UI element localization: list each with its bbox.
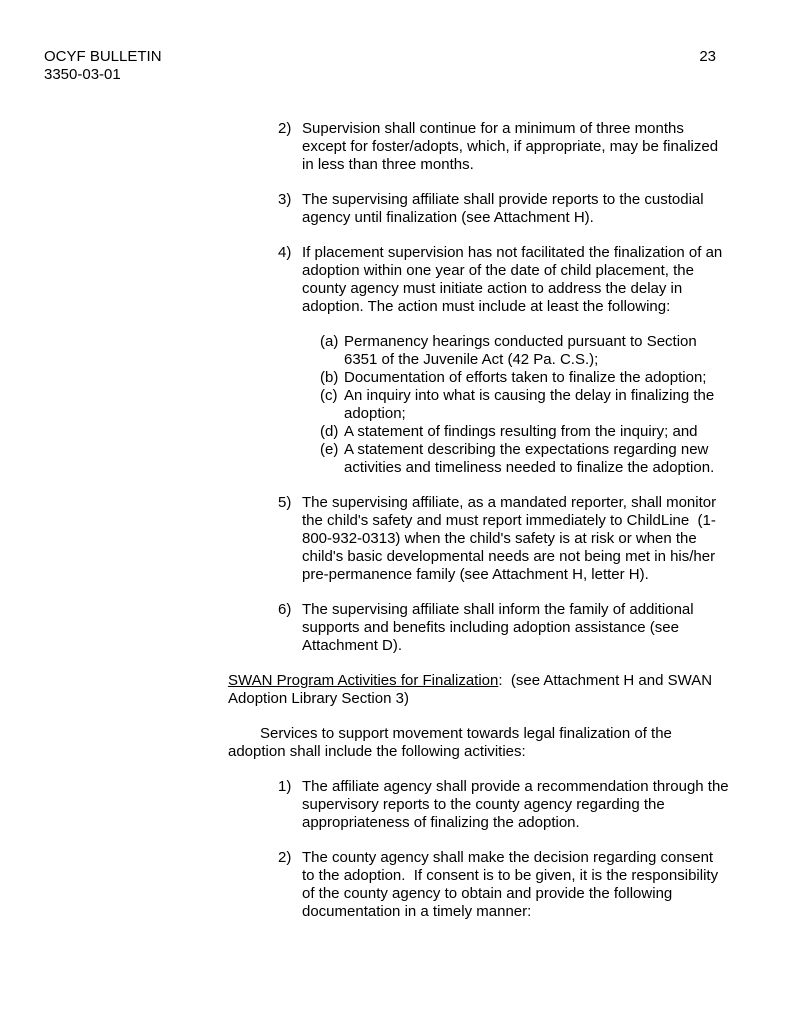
list-item-text bbox=[302, 849, 718, 921]
list-item-text bbox=[344, 387, 714, 423]
list-item-text bbox=[302, 191, 704, 227]
text-line: Services to support movement towards legal finalization of the bbox=[260, 725, 672, 742]
list-item-marker: (e) bbox=[320, 441, 339, 458]
text-line: to the adoption. If consent is to be given, it is the responsibility bbox=[302, 867, 719, 884]
text-line: child's basic developmental needs are not being met in his/her bbox=[302, 548, 716, 565]
list-item-text bbox=[302, 120, 718, 174]
text-line: activities and timeliness needed to finalize the adoption. bbox=[344, 459, 715, 476]
text-line: adoption shall include the following activities: bbox=[228, 743, 526, 760]
text-line: adoption. The action must include at least the following: bbox=[302, 298, 671, 315]
list-item-numbered bbox=[278, 778, 791, 832]
list-item-marker: 5) bbox=[278, 494, 292, 511]
lettered-sublist bbox=[320, 333, 791, 477]
list-item-text bbox=[302, 494, 716, 584]
page-header bbox=[44, 48, 716, 84]
text-line: A statement describing the expectations regarding new bbox=[344, 441, 709, 458]
heading-trailing-text: : (see Attachment H and SWAN bbox=[498, 672, 713, 689]
list-item-text bbox=[344, 441, 714, 477]
list-item-lettered bbox=[320, 369, 791, 387]
list-item-text bbox=[344, 369, 706, 387]
document-body bbox=[0, 120, 791, 938]
list-item-numbered bbox=[278, 601, 791, 655]
bulletin-number: 3350-03-01 bbox=[44, 66, 121, 83]
text-line: If placement supervision has not facilitated the finalization of an bbox=[302, 244, 723, 261]
text-line: Attachment D). bbox=[302, 637, 403, 654]
list-item-marker: (d) bbox=[320, 423, 339, 440]
list-item-marker: 2) bbox=[278, 120, 292, 137]
list-item-marker: 2) bbox=[278, 849, 292, 866]
list-item-numbered bbox=[278, 849, 791, 921]
list-item-marker: (c) bbox=[320, 387, 338, 404]
text-line: Permanency hearings conducted pursuant to Section bbox=[344, 333, 697, 350]
page-number: 23 bbox=[699, 48, 716, 65]
text-line: in less than three months. bbox=[302, 156, 474, 173]
text-line: Documentation of efforts taken to finalize the adoption; bbox=[344, 369, 707, 386]
text-line: 6351 of the Juvenile Act (42 Pa. C.S.); bbox=[344, 351, 599, 368]
list-item-text bbox=[302, 778, 729, 832]
list-item-marker: 1) bbox=[278, 778, 292, 795]
list-item-marker: (a) bbox=[320, 333, 339, 350]
text-line: The supervising affiliate, as a mandated reporter, shall monitor bbox=[302, 494, 717, 511]
list-item-numbered bbox=[278, 191, 791, 227]
list-item-text bbox=[344, 333, 697, 369]
list-item-numbered bbox=[278, 120, 791, 174]
text-line: The county agency shall make the decision regarding consent bbox=[302, 849, 714, 866]
text-line: Supervision shall continue for a minimum of three months bbox=[302, 120, 684, 137]
paragraph bbox=[228, 725, 778, 761]
text-line: The supervising affiliate shall provide reports to the custodial bbox=[302, 191, 704, 208]
text-line: of the county agency to obtain and provide the following bbox=[302, 885, 673, 902]
bulletin-title: OCYF BULLETIN bbox=[44, 48, 162, 65]
text-line: agency until finalization (see Attachment H). bbox=[302, 209, 594, 226]
text-line: county agency must initiate action to address the delay in bbox=[302, 280, 683, 297]
list-item-marker: 6) bbox=[278, 601, 292, 618]
text-line: supervisory reports to the county agency regarding the bbox=[302, 796, 665, 813]
list-item-numbered bbox=[278, 494, 791, 584]
text-line: The supervising affiliate shall inform the family of additional bbox=[302, 601, 694, 618]
text-line: 800-932-0313) when the child's safety is at risk or when the bbox=[302, 530, 697, 547]
text-line: adoption; bbox=[344, 405, 406, 422]
text-line: documentation in a timely manner: bbox=[302, 903, 532, 920]
list-item-lettered bbox=[320, 387, 791, 423]
bulletin-identifier bbox=[44, 48, 162, 84]
list-item-marker: 4) bbox=[278, 244, 292, 261]
text-line: An inquiry into what is causing the delay in finalizing the bbox=[344, 387, 715, 404]
section-heading bbox=[228, 672, 778, 708]
list-item-lettered bbox=[320, 423, 791, 441]
list-item-marker: 3) bbox=[278, 191, 292, 208]
list-item-lettered bbox=[320, 333, 791, 369]
text-line: A statement of findings resulting from the inquiry; and bbox=[344, 423, 698, 440]
text-line: adoption within one year of the date of child placement, the bbox=[302, 262, 694, 279]
list-item-text bbox=[302, 244, 722, 316]
heading-first-line bbox=[228, 672, 778, 690]
text-line: except for foster/adopts, which, if appropriate, may be finalized bbox=[302, 138, 719, 155]
list-item-numbered bbox=[278, 244, 791, 316]
text-line: The affiliate agency shall provide a recommendation through the bbox=[302, 778, 729, 795]
text-line: appropriateness of finalizing the adoption. bbox=[302, 814, 580, 831]
text-line: the child's safety and must report immediately to ChildLine (1- bbox=[302, 512, 716, 529]
text-line: supports and benefits including adoption assistance (see bbox=[302, 619, 679, 636]
list-item-text bbox=[302, 601, 694, 655]
list-item-lettered bbox=[320, 441, 791, 477]
list-item-marker: (b) bbox=[320, 369, 339, 386]
list-item-text bbox=[344, 423, 698, 441]
text-line: pre-permanence family (see Attachment H, letter H). bbox=[302, 566, 649, 583]
heading-underlined-text: SWAN Program Activities for Finalization bbox=[228, 672, 499, 689]
text-line: Adoption Library Section 3) bbox=[228, 690, 409, 707]
